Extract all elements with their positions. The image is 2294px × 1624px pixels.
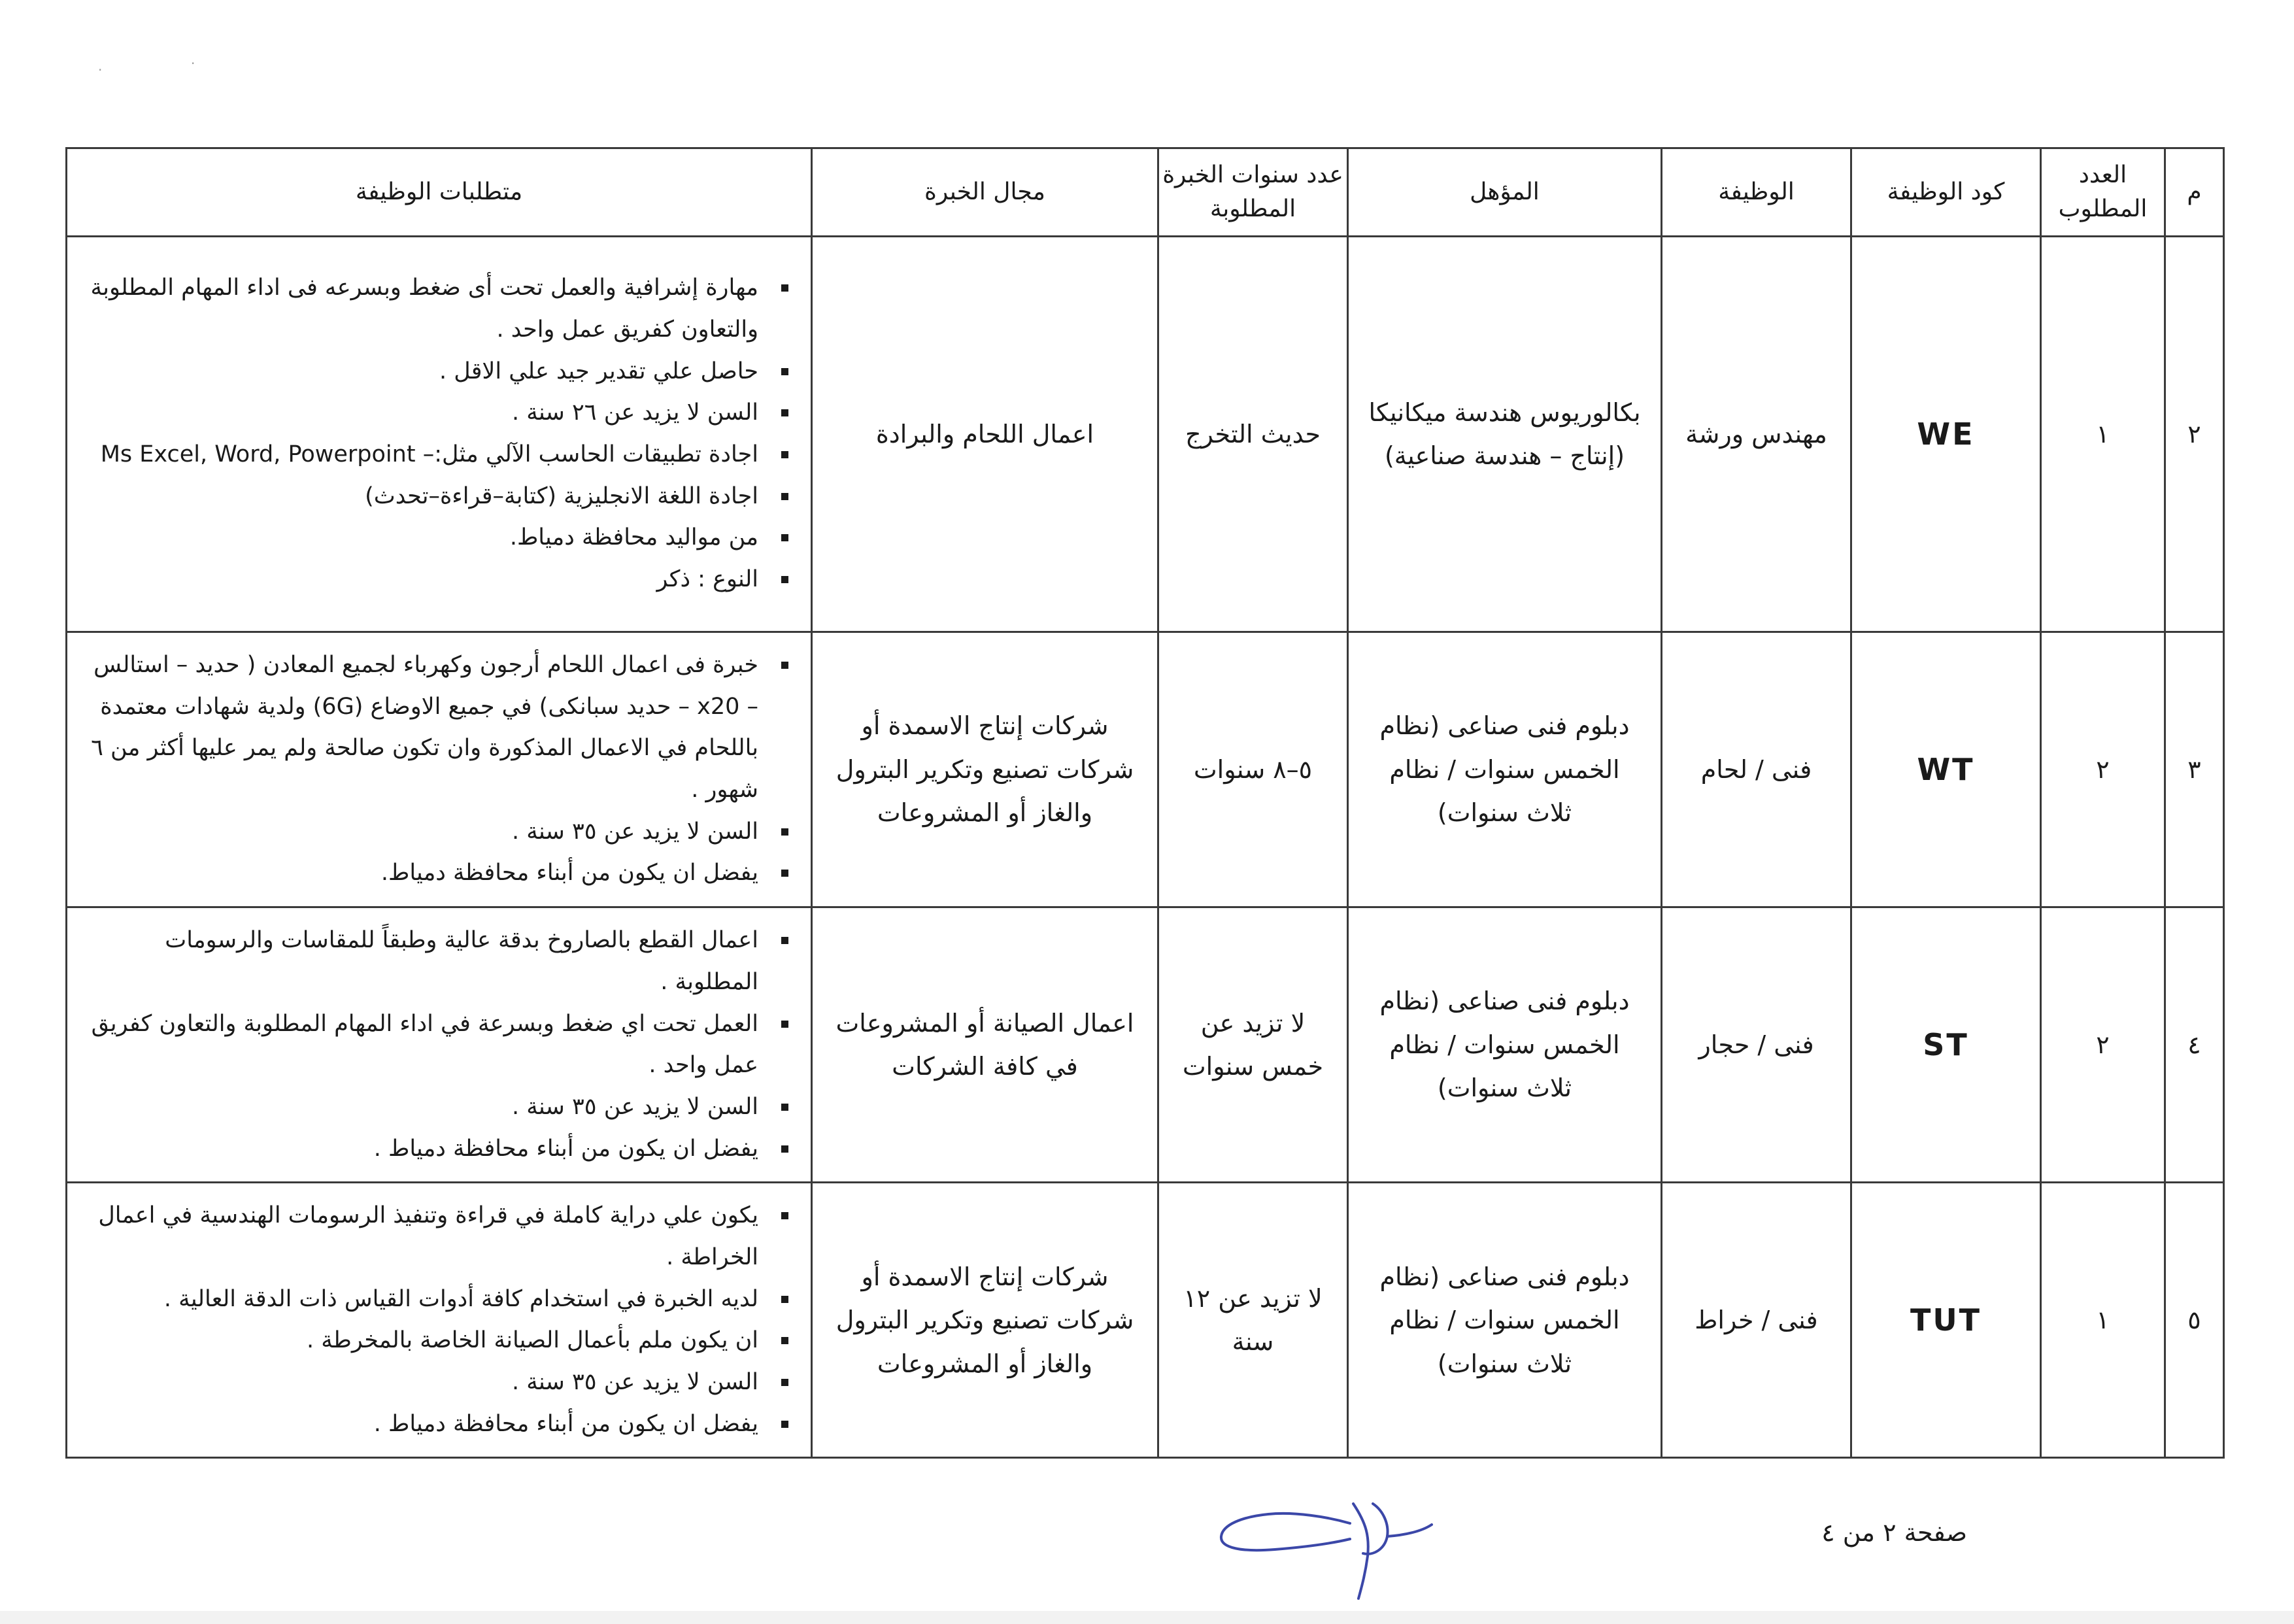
requirement-item: اجادة اللغة الانجليزية (كتابة–قراءة–تحدث) [83,476,792,518]
cell-count: ٢ [2041,907,2165,1183]
header-index: م [2165,148,2224,237]
cell-index: ٣ [2165,632,2224,907]
requirement-item: مهارة إشرافية والعمل تحت أى ضغط وبسرعه فى اداء المهام المطلوبة والتعاون كفريق عمل واحد . [83,267,792,350]
cell-qualification: بكالوريوس هندسة ميكانيكا (إنتاج – هندسة صناعية) [1348,237,1662,632]
header-experience-field: مجال الخبرة [812,148,1158,237]
requirement-item: السن لا يزيد عن ٢٦ سنة . [83,392,792,434]
cell-experience-field: اعمال اللحام والبرادة [812,237,1158,632]
cell-count: ٢ [2041,632,2165,907]
scan-speck: · [98,62,103,78]
cell-experience-field: اعمال الصيانة أو المشروعات في كافة الشركات [812,907,1158,1183]
requirement-item: خبرة فى اعمال اللحام أرجون وكهرباء لجميع المعادن ( حديد – استالس – x20 – حديد سبانكى) في جميع الاوضاع (6G) ولدية شهادات معتمدة باللحام في الاعمال المذكورة وان تكون صالحة ولم يمر عليها أكثر من ٦ شهور . [83,645,792,811]
requirement-item: يكون علي دراية كاملة في قراءة وتنفيذ الرسومات الهندسية في اعمال الخراطة . [83,1195,792,1278]
requirement-item: العمل تحت اي ضغط وبسرعة في اداء المهام المطلوبة والتعاون كفريق عمل واحد . [83,1004,792,1087]
cell-experience-field: شركات إنتاج الاسمدة أو شركات تصنيع وتكرير البترول والغاز أو المشروعات [812,632,1158,907]
cell-code: WE [1851,237,2041,632]
requirement-item: من مواليد محافظة دمياط. [83,517,792,559]
header-qualification: المؤهل [1348,148,1662,237]
cell-experience-field: شركات إنتاج الاسمدة أو شركات تصنيع وتكرير البترول والغاز أو المشروعات [812,1183,1158,1458]
requirement-item: اعمال القطع بالصاروخ بدقة عالية وطبقاً للمقاسات والرسومات المطلوبة . [83,920,792,1003]
cell-requirements [67,1183,812,1458]
cell-experience-years: لا تزيد عن خمس سنوات [1158,907,1348,1183]
cell-index: ٤ [2165,907,2224,1183]
cell-index: ٢ [2165,237,2224,632]
header-requirements: متطلبات الوظيفة [67,148,812,237]
requirements-list [83,267,792,601]
header-row [67,148,2224,237]
scan-bottom-edge [0,1611,2294,1624]
cell-qualification: دبلوم فنى صناعى (نظام الخمس سنوات / نظام ثلاث سنوات) [1348,1183,1662,1458]
requirements-list [83,920,792,1170]
requirement-item: يفضل ان يكون من أبناء محافظة دمياط. [83,853,792,894]
cell-qualification: دبلوم فنى صناعى (نظام الخمس سنوات / نظام ثلاث سنوات) [1348,907,1662,1183]
cell-code: WT [1851,632,2041,907]
scan-speck: · [191,56,195,71]
requirement-item: يفضل ان يكون من أبناء محافظة دمياط . [83,1404,792,1446]
requirement-item: السن لا يزيد عن ٣٥ سنة . [83,1087,792,1128]
cell-experience-years: حديث التخرج [1158,237,1348,632]
table-row [67,632,2224,907]
jobs-table [65,147,2225,1459]
cell-job: فنى / حجار [1662,907,1851,1183]
table-row [67,237,2224,632]
cell-job: فنى / خراط [1662,1183,1851,1458]
cell-count: ١ [2041,237,2165,632]
requirement-item: يفضل ان يكون من أبناء محافظة دمياط . [83,1128,792,1170]
header-count: العدد المطلوب [2041,148,2165,237]
requirements-list [83,645,792,894]
requirement-item: النوع : ذكر [83,559,792,601]
requirement-item: ان يكون ملم بأعمال الصيانة الخاصة بالمخرطة . [83,1320,792,1362]
cell-count: ١ [2041,1183,2165,1458]
page-number: صفحة ٢ من ٤ [1821,1518,1967,1547]
cell-job: فنى / لحام [1662,632,1851,907]
requirement-item: السن لا يزيد عن ٣٥ سنة . [83,1362,792,1404]
table-row [67,907,2224,1183]
cell-index: ٥ [2165,1183,2224,1458]
requirements-list [83,1195,792,1445]
header-job: الوظيفة [1662,148,1851,237]
requirement-item: اجادة تطبيقات الحاسب الآلي مثل:– Ms Excel, Word, Powerpoint [83,434,792,476]
cell-qualification: دبلوم فنى صناعى (نظام الخمس سنوات / نظام ثلاث سنوات) [1348,632,1662,907]
header-code: كود الوظيفة [1851,148,2041,237]
cell-requirements [67,237,812,632]
cell-job: مهندس ورشة [1662,237,1851,632]
requirement-item: السن لا يزيد عن ٣٥ سنة . [83,811,792,853]
requirement-item: حاصل علي تقدير جيد علي الاقل . [83,351,792,393]
requirement-item: لديه الخبرة في استخدام كافة أدوات القياس ذات الدقة العالية . [83,1279,792,1321]
cell-experience-years: لا تزيد عن ١٢ سنة [1158,1183,1348,1458]
cell-requirements [67,632,812,907]
cell-experience-years: ٥–٨ سنوات [1158,632,1348,907]
cell-requirements [67,907,812,1183]
cell-code: TUT [1851,1183,2041,1458]
table-row [67,1183,2224,1458]
signature [1216,1484,1438,1602]
cell-code: ST [1851,907,2041,1183]
header-experience-years: عدد سنوات الخبرة المطلوبة [1158,148,1348,237]
